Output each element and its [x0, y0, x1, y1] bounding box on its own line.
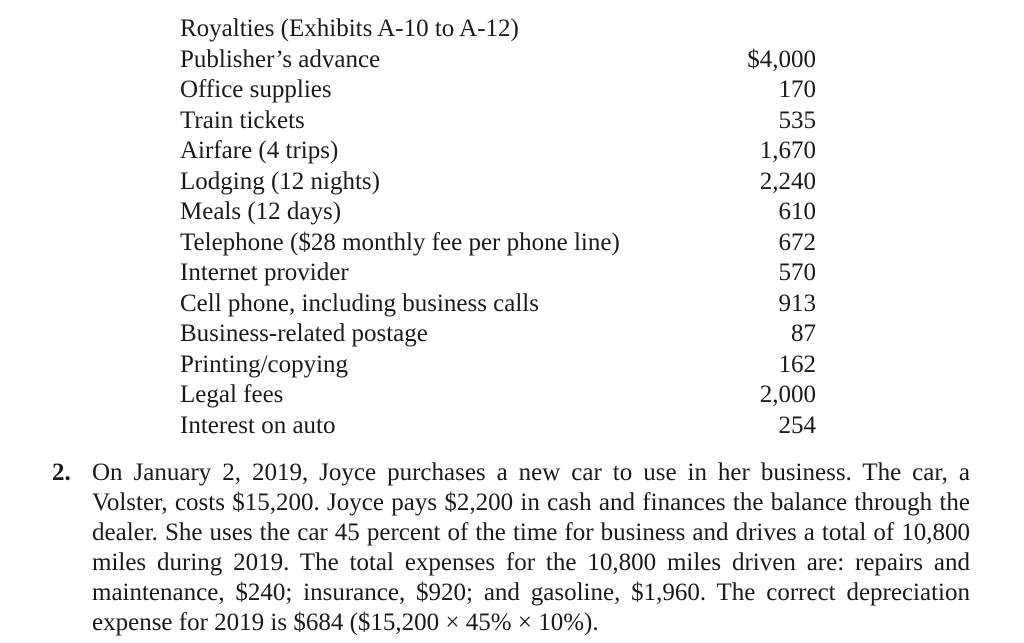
expense-amount: 87	[791, 320, 816, 347]
expense-label: Train tickets	[180, 106, 305, 134]
expense-label: Printing/copying	[180, 350, 349, 378]
expense-label: Legal fees	[180, 381, 284, 408]
expense-row	[180, 106, 816, 137]
expense-label: Meals (12 days)	[180, 198, 342, 225]
expense-label: Publisher’s advance	[180, 45, 381, 73]
expense-amount: 570	[778, 259, 816, 286]
expense-row	[180, 45, 816, 76]
expense-label: Office supplies	[180, 76, 332, 103]
problem-text: On January 2, 2019, Joyce purchases a new car to use in her business. The car, a Volster, costs $15,200. Joyce pays $2,200 in cash and finances the balance through the dealer. She uses the car 45 percent of the time for business and drives a total of 10,800 miles during 2019. The total expenses for the 10,800 miles driven are: repairs and maintenance, $240; insurance, $920; and gasoline, $1,960. The correct depreciation expense for 2019 is $684 ($15,200 × 45% × 10%).	[92, 459, 970, 636]
expense-label: Cell phone, including business calls	[180, 289, 539, 317]
expense-amount: 162	[778, 350, 816, 378]
expense-amount: 2,000	[759, 381, 816, 408]
expense-row	[180, 289, 816, 320]
expense-row	[180, 167, 816, 198]
expense-amount: 913	[778, 289, 816, 317]
expense-label: Airfare (4 trips)	[180, 137, 339, 164]
expense-label: Telephone ($28 monthly fee per phone line)	[180, 228, 620, 256]
expense-amount: 1,670	[759, 137, 816, 164]
expense-amount: 254	[778, 411, 816, 439]
expense-row	[180, 350, 816, 381]
problem-number: 2.	[52, 459, 71, 486]
expense-row	[180, 411, 816, 442]
expense-row	[180, 258, 816, 289]
expense-label: Lodging (12 nights)	[180, 167, 380, 195]
expense-row	[180, 197, 816, 228]
section-title-row	[180, 14, 816, 45]
expense-amount: 2,240	[759, 167, 816, 195]
expense-amount: 170	[778, 76, 816, 103]
expense-row	[180, 228, 816, 259]
expense-label: Internet provider	[180, 259, 349, 286]
expense-label: Business-related postage	[180, 320, 428, 347]
expense-amount: 672	[778, 228, 816, 256]
expense-row	[180, 136, 816, 167]
expense-label: Interest on auto	[180, 411, 336, 439]
expense-amount: $4,000	[747, 45, 816, 73]
expense-table	[180, 14, 816, 441]
expense-row	[180, 319, 816, 350]
expense-amount: 610	[778, 198, 816, 225]
expense-amount: 535	[778, 106, 816, 134]
expense-row	[180, 75, 816, 106]
problem-block	[52, 458, 970, 638]
expense-row	[180, 380, 816, 411]
section-title: Royalties (Exhibits A-10 to A-12)	[180, 15, 519, 42]
